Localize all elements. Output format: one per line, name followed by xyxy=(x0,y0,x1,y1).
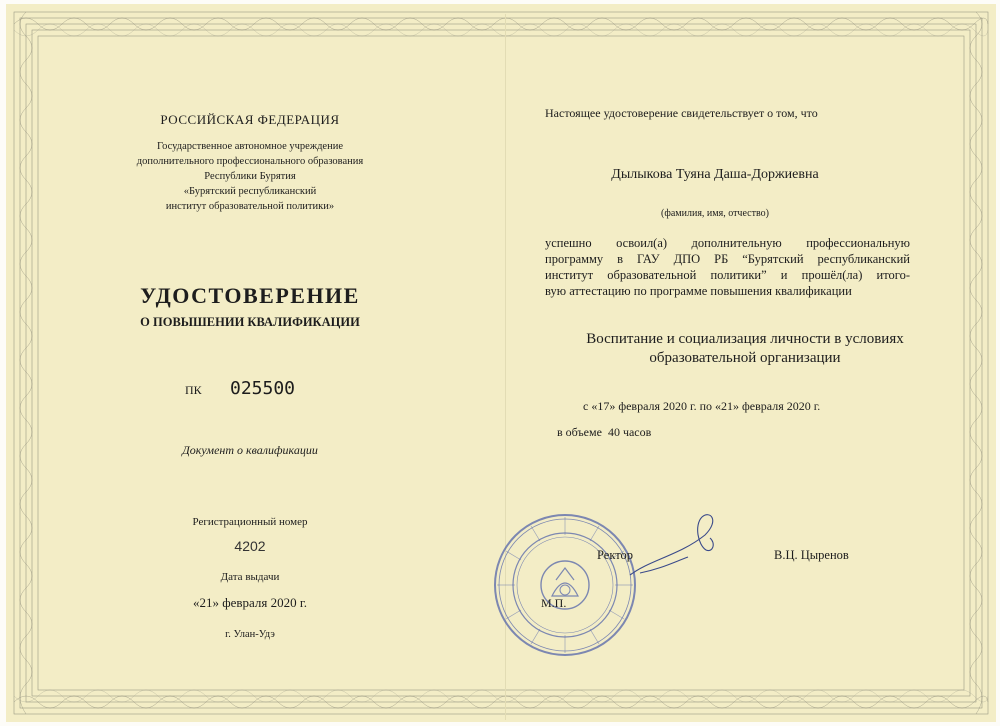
registration-number: 4202 xyxy=(234,538,266,554)
certificate-number: 025500 xyxy=(230,378,296,399)
rector-signature xyxy=(610,505,720,585)
document-subtitle: О ПОВЫШЕНИИ КВАЛИФИКАЦИИ xyxy=(140,315,360,329)
name-caption: (фамилия, имя, отчество) xyxy=(661,208,769,219)
statement-line: вую аттестацию по программе повышения квалификации xyxy=(545,284,852,298)
statement-line: институт образовательной политики” и прошёл(ла) итого- xyxy=(545,268,910,282)
institution-line: Государственное автономное учреждение xyxy=(157,141,343,152)
city: г. Улан-Удэ xyxy=(225,629,275,640)
registration-label: Регистрационный номер xyxy=(192,516,308,528)
recipient-name: Дылыкова Туяна Даша-Доржиевна xyxy=(611,167,819,182)
seal-mark: М.П. xyxy=(541,596,567,610)
volume-label: в объеме xyxy=(557,425,602,439)
document-type: Документ о квалификации xyxy=(182,443,318,457)
document-title: УДОСТОВЕРЕНИЕ xyxy=(140,283,360,308)
institution-block xyxy=(100,139,400,214)
institution-line: «Бурятский республиканский xyxy=(183,186,317,197)
volume-value: 40 часов xyxy=(607,425,652,439)
statement-line: успешно освоил(а) дополнительную профессиональную xyxy=(545,236,910,250)
completion-statement xyxy=(545,235,910,299)
rector-name: В.Ц. Цыренов xyxy=(774,548,849,562)
volume-line xyxy=(557,425,651,440)
issue-date-label: Дата выдачи xyxy=(220,571,280,583)
program-line: Воспитание и социализация личности в условиях xyxy=(586,331,904,347)
institution-line: Республики Бурятия xyxy=(204,171,296,182)
intro-text: Настоящее удостоверение свидетельствует о том, что xyxy=(545,106,818,120)
statement-line: программу в ГАУ ДПО РБ “Бурятский республиканский xyxy=(545,252,910,266)
issue-date: «21» февраля 2020 г. xyxy=(192,595,308,610)
institution-line: институт образовательной политики» xyxy=(165,201,335,212)
study-period: с «17» февраля 2020 г. по «21» февраля 2020 г. xyxy=(583,399,821,413)
program-line: образовательной организации xyxy=(649,350,841,366)
program-title xyxy=(550,330,940,368)
series-label: ПК xyxy=(185,383,202,397)
institution-line: дополнительного профессионального образования xyxy=(136,156,364,167)
country-heading: РОССИЙСКАЯ ФЕДЕРАЦИЯ xyxy=(160,112,340,127)
rector-label: Ректор xyxy=(597,548,634,562)
